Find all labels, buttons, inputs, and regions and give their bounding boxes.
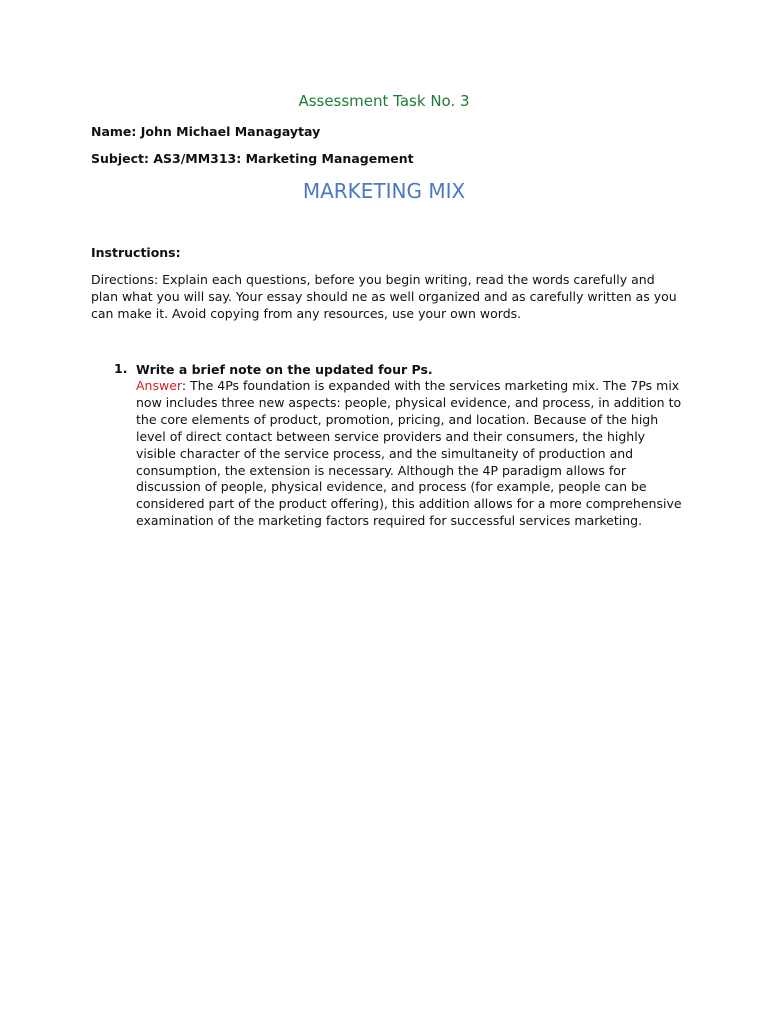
answer-paragraph (136, 378, 682, 530)
section-heading: MARKETING MIX (302, 179, 466, 203)
instructions-label: Instructions: (91, 245, 181, 260)
question-title: Write a brief note on the updated four Ps. (136, 362, 433, 377)
question-number: 1. (114, 361, 128, 376)
subject-line: Subject: AS3/MM313: Marketing Management (91, 151, 414, 166)
answer-label: Answer (136, 378, 182, 393)
student-name: Name: John Michael Managaytay (91, 124, 321, 139)
directions-paragraph: Directions: Explain each questions, before you begin writing, read the words carefully and plan what you will say. Your essay should ne as well organized and as carefully written as you can make it. Avoid copying from any resources, use your own words. (91, 272, 677, 321)
answer-text: : The 4Ps foundation is expanded with the services marketing mix. The 7Ps mix now includes three new aspects: people, physical evidence, and process, in addition to the core elements of product, promotion, pricing, and location. Because of the high level of direct contact between service providers and their consumers, the highly visible character of the service process, and the simultaneity of production and consumption, the extension is necessary. Although the 4P paradigm allows for discussion of people, physical evidence, and process (for example, people can be considered part of the product offering), this addition allows for a more comprehensive examination of the marketing factors required for successful services marketing. (136, 378, 682, 529)
document-title: Assessment Task No. 3 (298, 92, 470, 110)
question-item (114, 361, 682, 530)
